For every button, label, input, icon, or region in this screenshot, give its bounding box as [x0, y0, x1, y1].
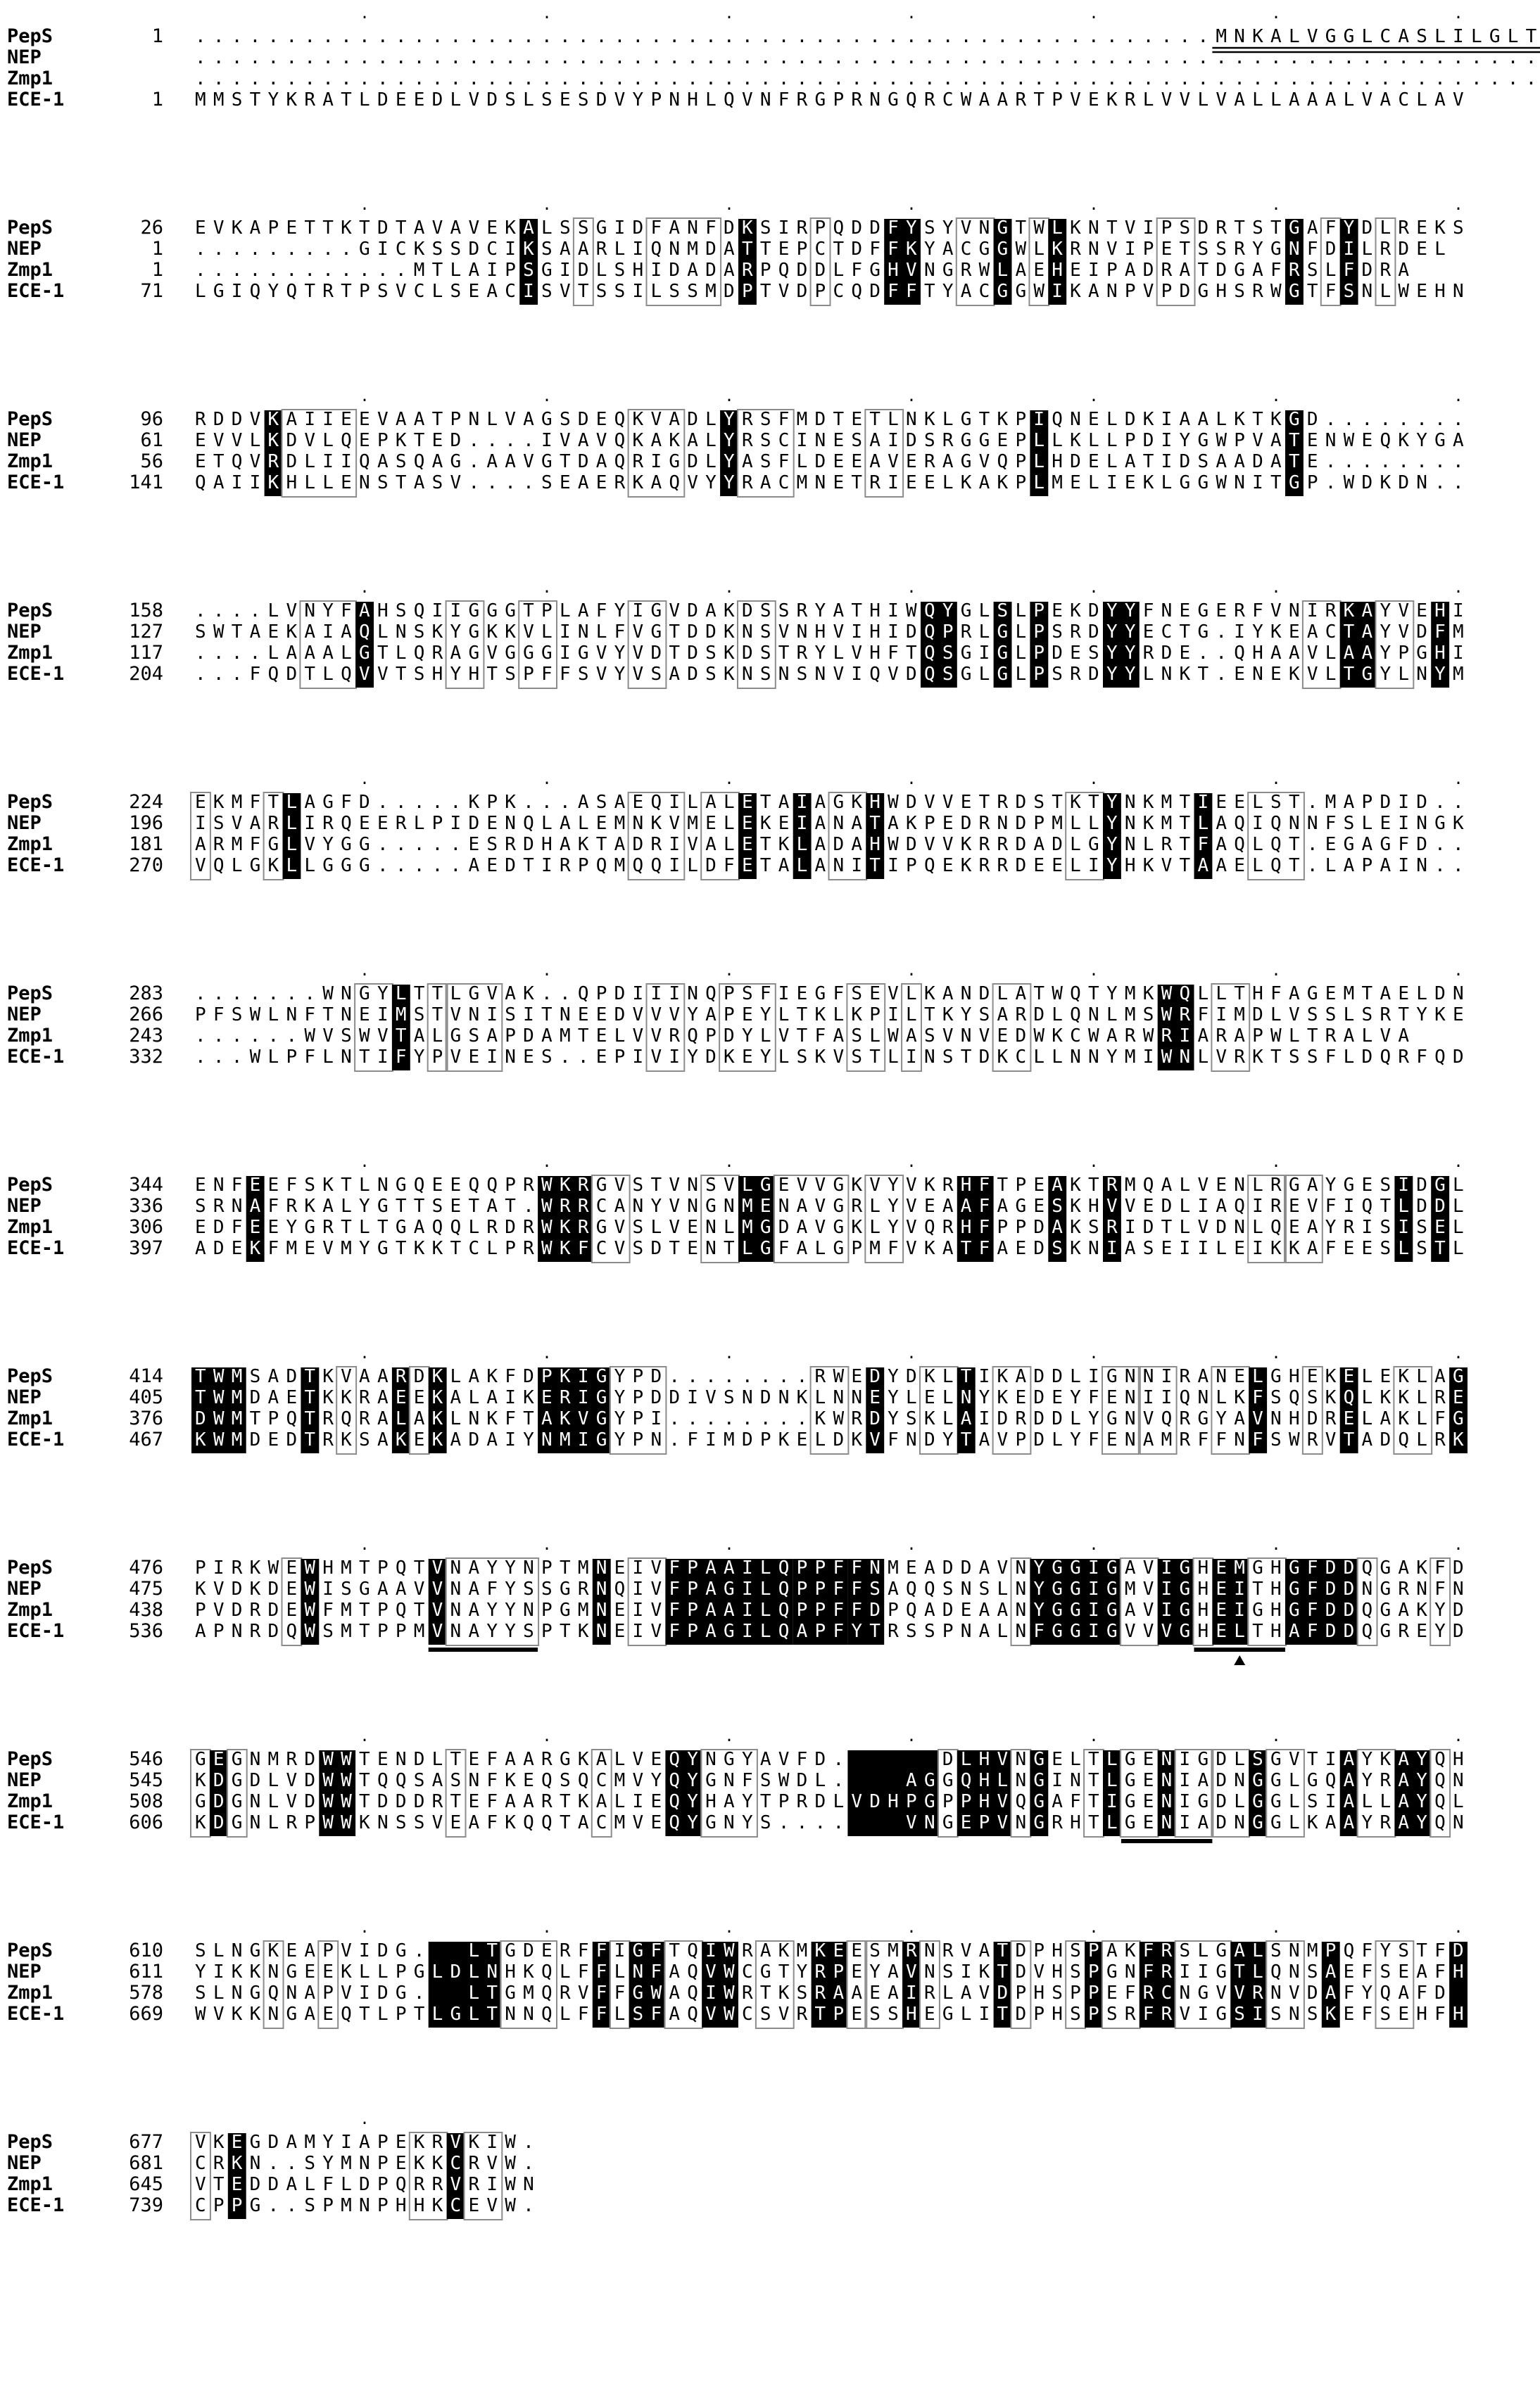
residue-sequence: Y I K K N G E E K L L P G L D L N H K Q L F F L N F A Q V W C G T Y R P E Y A V N S I K T D V H S P G N F R I I G T L Q N S A E F S E A F H: [194, 1961, 1464, 1983]
alignment-block: [7, 1158, 1464, 1263]
residue-sequence: A D E K F M E V M Y G T K K T C L P R W K F C V S D T E N T L G F A L G P M F V K A T F A E D S K N I A S E I I L E I K K A F E E S L S T L: [194, 1238, 1464, 1259]
ruler-tick: ·: [360, 966, 370, 984]
ruler-tick: ·: [1089, 1158, 1099, 1175]
start-position: 467: [129, 1429, 163, 1450]
residue-sequence: . . . . . . . . . . . . . . . . . . . . . . . . . . . . . . . . . . . . . . . . . . . . . . . . . . . . . . . . . . . . . . . . . . . . . . . . . .: [194, 47, 1537, 68]
ruler-tick: ·: [724, 1732, 734, 1750]
residue-sequence: P V D R D E W F M T P Q T V N A Y Y N P G M N E I V F P A A I L Q P P F F D P Q A D E A A N Y G G I G A V I G H E I G H G F D D Q G A K Y D: [194, 1600, 1464, 1621]
ruler-tick: ·: [1089, 1732, 1099, 1750]
start-position: 681: [129, 2152, 163, 2174]
alignment-block: [7, 775, 1464, 880]
ruler-tick: ·: [724, 9, 734, 27]
sequence-label: PepS: [7, 1365, 53, 1387]
alignment-block: [7, 9, 1540, 110]
ruler-tick: ·: [542, 201, 552, 218]
residue-sequence: C R K N . . S Y M N P E K K C R V W .: [194, 2153, 534, 2174]
ruler-tick: ·: [907, 1732, 916, 1750]
ruler-tick: ·: [1271, 1349, 1281, 1367]
sequence-label: NEP: [7, 1961, 42, 1983]
ruler-tick: ·: [724, 583, 734, 601]
sequence-label: Zmp1: [7, 1408, 53, 1429]
sequence-label: ECE-1: [7, 2003, 65, 2025]
residue-sequence: . . . W L P F L N T I F Y P V E I N E S . . E P I V I Y D K E Y L S K V S T L I N S T D K C L L N N Y M I W N L V R K T S S F L D Q R F Q D: [194, 1047, 1464, 1068]
sequence-label: ECE-1: [7, 1620, 65, 1642]
alignment-block: [7, 201, 1464, 305]
residue-sequence: V K E G D A M Y I A P E K R V K I W .: [194, 2132, 534, 2153]
ruler-tick: ·: [1271, 9, 1281, 27]
start-position: 117: [129, 642, 163, 664]
sequence-label: Zmp1: [7, 1790, 53, 1812]
residue-sequence: M M S T Y K R A T L D E E D L V D S L S E S D V Y P N H L Q V N F R G P R N G Q R C W A A R T P V E K R L V V L V A L L A A A L V A C L A V: [194, 89, 1464, 110]
ruler-tick: ·: [360, 1541, 370, 1558]
alignment-blocks: [7, 9, 1540, 2220]
start-position: 476: [129, 1557, 163, 1579]
sequence-label: Zmp1: [7, 68, 53, 89]
start-position: 397: [129, 1237, 163, 1259]
start-position: 224: [129, 791, 163, 813]
ruler-tick: ·: [907, 201, 916, 218]
start-position: 606: [129, 1812, 163, 1833]
ruler-tick: ·: [907, 775, 916, 792]
ruler-tick: ·: [1453, 9, 1463, 27]
ruler-tick: ·: [1453, 1158, 1463, 1175]
start-position: 376: [129, 1408, 163, 1429]
sequence-label: Zmp1: [7, 1025, 53, 1047]
ruler-tick: ·: [542, 966, 552, 984]
residue-sequence: . . . . . . . . . G I C K S S D C I K S A A R L I Q N M D A T T E P C T D F F K Y A C G G W L K R N V I P E T S S R Y G N F D I L R D E L: [194, 239, 1446, 260]
residue-sequence: E K M F T L A G F D . . . . . K P K . . . A S A E Q I L A L E T A I A G K H W D V V E T R D S T K T Y N K M T I E E L S T . M A P D I D . .: [194, 792, 1464, 813]
sequence-label: Zmp1: [7, 450, 53, 472]
sequence-label: ECE-1: [7, 2194, 65, 2216]
start-position: 336: [129, 1195, 163, 1217]
ruler-tick: ·: [542, 9, 552, 27]
ruler-tick: ·: [1271, 392, 1281, 410]
residue-sequence: . . . . L V N Y F A H S Q I I G G G T P L A F Y I G V D A K D S S R Y A T H I W Q Y G L S L P E K D Y Y F N E G E R F V N I R K A Y V E H I: [194, 600, 1464, 621]
start-position: 508: [129, 1790, 163, 1812]
alignment-block: [7, 2115, 534, 2220]
start-position: 414: [129, 1365, 163, 1387]
ruler-tick: ·: [360, 1349, 370, 1367]
residue-sequence: G D G N L V D W W T D D D R T E F A A R T K A L I E Q Y H A Y T P R D L V D H P G P P H V Q G A F T I G E N I G D L G G L S I A L L A Y Q L: [194, 1791, 1464, 1812]
sequence-label: NEP: [7, 1386, 42, 1408]
ruler-tick: ·: [1089, 583, 1099, 601]
ruler-tick: ·: [542, 1158, 552, 1175]
alignment-block: [7, 1541, 1464, 1665]
ruler-tick: ·: [542, 1732, 552, 1750]
residue-sequence: I S V A R L I R Q E E R L P I D E N Q L A L E M N K V M E L E K E I A N A T A K P E D R N D P M L L Y N K M T L A Q I Q N N F S L E I N G K: [194, 813, 1464, 834]
residue-sequence: K D G N L R P W W K N S S V E A F K Q Q T A C M V E Q Y G N Y S . . . . . . . V N G E P V N G R H T L G E N I A D N G G L K A A Y R A Y Q N: [194, 1812, 1464, 1833]
sequence-label: NEP: [7, 46, 42, 68]
alignment-block: [7, 1349, 1468, 1454]
residue-sequence: P I R K W E W H M T P Q T V N A Y Y N P T M N E I V F P A A I L Q P P F F N M E A D D A V N Y G G I G A V I G H E M G H G F D D Q G A K F D: [194, 1557, 1464, 1579]
start-position: 71: [140, 280, 163, 302]
ruler-tick: ·: [724, 1349, 734, 1367]
ruler-tick: ·: [1089, 392, 1099, 410]
ruler-tick: ·: [1453, 1541, 1463, 1558]
start-position: 1: [151, 238, 163, 260]
ruler-tick: ·: [360, 775, 370, 792]
sequence-label: Zmp1: [7, 1982, 53, 2004]
sequence-label: Zmp1: [7, 833, 53, 855]
residue-sequence: S L N G K E A P V I D G . . . L T G D E R F F I G F T Q I W R A K M K E E S M R N R V A T D P H S P A K F R S L G A L S N M P Q F Y S T F D: [194, 1940, 1464, 1961]
start-position: 158: [129, 600, 163, 621]
ruler-tick: ·: [1453, 392, 1463, 410]
residue-sequence: E T Q V R D L I I Q A S Q A G . A A V G T D A Q R I G D L Y A S F L D E E A V E R A G V Q P L H D E L A T I D S A A D A T E . . . . . . . .: [194, 451, 1464, 472]
sequence-label: NEP: [7, 429, 42, 451]
ruler-tick: ·: [1453, 201, 1463, 218]
start-position: 645: [129, 2173, 163, 2195]
ruler-tick: ·: [724, 1541, 734, 1558]
start-position: 677: [129, 2131, 163, 2153]
start-position: 739: [129, 2194, 163, 2216]
sequence-label: ECE-1: [7, 1237, 65, 1259]
sequence-label: PepS: [7, 982, 53, 1004]
sequence-label: PepS: [7, 600, 53, 621]
sequence-label: NEP: [7, 812, 42, 834]
ruler-tick: ·: [542, 1541, 552, 1558]
ruler-tick: ·: [907, 9, 916, 27]
sequence-label: NEP: [7, 2152, 42, 2174]
ruler-tick: ·: [724, 966, 734, 984]
start-position: 578: [129, 1982, 163, 2004]
sequence-label: PepS: [7, 1748, 53, 1770]
ruler-tick: ·: [360, 201, 370, 218]
residue-sequence: E D F E E Y G R T L T G A Q Q L R D R W K R G V S L V E N L M G D A V G K L Y V Q R H F P P D A K S R I D T L V D N L Q E A Y R I S I S E L: [194, 1217, 1464, 1238]
residue-sequence: . . . . . . . . . . . . . . . . . . . . . . . . . . . . . . . . . . . . . . . . . . . . . . . . . . . . . . . . . . . . . . . . . . . . . . . . . .: [194, 68, 1537, 89]
sequence-label: Zmp1: [7, 1216, 53, 1238]
start-position: 204: [129, 663, 163, 685]
residue-sequence: C P P G . . S P M N P H H K C E V W .: [194, 2195, 534, 2216]
sequence-label: NEP: [7, 238, 42, 260]
start-position: 536: [129, 1620, 163, 1642]
ruler-tick: ·: [1089, 9, 1099, 27]
residue-sequence: D W M T P Q T R Q R A L A K L N K F T A K V G Y P I . . . . . . . . K W R D Y S K L A I D R D D L Y G N V Q R G Y A V N H D R E L A K L F G: [194, 1408, 1464, 1429]
residue-sequence: K D G D L V D W W T Q Q S A S N F K E Q S Q C M V Y Q Y G N F S W D L . . . . A G G Q H L N G I N T L G E N I A D N G G L G Q A Y R A Y Q N: [194, 1770, 1464, 1791]
ruler-tick: ·: [1089, 201, 1099, 218]
sequence-label: NEP: [7, 1195, 42, 1217]
sequence-label: PepS: [7, 408, 53, 430]
start-position: 611: [129, 1961, 163, 1983]
residue-sequence: S W T A E K A I A Q L N S K Y G K K V L I N L F V G T D D K N S V N H V I H I D Q P R L G L P S R D Y Y E C T G . I Y K E A C T A Y V D F M: [194, 621, 1464, 643]
alignment-block: [7, 1732, 1464, 1841]
residue-sequence: R D D V K A I I E E V A A T P N L V A G S D E Q K V A D L Y R S F M D T E T L N K L G T K P I Q N E L D K I A A L K T K G D . . . . . . . .: [194, 409, 1464, 430]
sequence-label: PepS: [7, 1940, 53, 1961]
start-position: 26: [140, 217, 163, 239]
ruler-tick: ·: [360, 9, 370, 27]
sequence-label: NEP: [7, 1004, 42, 1025]
start-position: 344: [129, 1174, 163, 1196]
ruler-tick: ·: [360, 2115, 370, 2132]
sequence-label: Zmp1: [7, 259, 53, 281]
residue-sequence: P F S W L N F T N E I M S T V N I S I T N E E D V V V Y A P E Y L T K L K P I L T K Y S A R D L Q N L M S W R F I M D L V S S L S R T Y K E: [194, 1004, 1464, 1025]
start-position: 546: [129, 1748, 163, 1770]
start-position: 475: [129, 1578, 163, 1600]
ruler-tick: ·: [1271, 1732, 1281, 1750]
ruler-tick: ·: [542, 1923, 552, 1941]
ruler-tick: ·: [360, 1732, 370, 1750]
ruler-tick: ·: [1089, 1923, 1099, 1941]
start-position: 196: [129, 812, 163, 834]
sequence-label: NEP: [7, 1769, 42, 1791]
sequence-label: PepS: [7, 791, 53, 813]
residue-sequence: E V V L K D V L Q E P K T E D . . . . I V A V Q K A K A L Y R S C I N E S A I D S R G G E P L L K L L P D I Y G W P V A T E N W E Q K Y G A: [194, 430, 1464, 451]
ruler-tick: ·: [1453, 1923, 1463, 1941]
sequence-label: PepS: [7, 1174, 53, 1196]
start-position: 96: [140, 408, 163, 430]
residue-sequence: . . . . . . . . . . . . M T L A I P S G I D L S H I D A D A R P Q D D L F G H V N G R W L A E H E I P A D R A T D G A F R S L F D R A: [194, 260, 1410, 281]
ruler-tick: ·: [1089, 1541, 1099, 1558]
sequence-label: PepS: [7, 25, 53, 47]
ruler-tick: ·: [1271, 966, 1281, 984]
ruler-tick: ·: [724, 1923, 734, 1941]
residue-sequence: G E G N M R D W W T E N D L T E F A A R G K A L V E Q Y N G Y A V F D . . . . . . D L H V N G E L T L G E N I G D L S G V T I A Y K A Y Q H: [194, 1749, 1464, 1770]
start-position: 1: [151, 259, 163, 281]
start-position: 243: [129, 1025, 163, 1047]
sequence-label: Zmp1: [7, 642, 53, 664]
start-position: 127: [129, 621, 163, 643]
ruler-tick: ·: [542, 583, 552, 601]
residue-sequence: L G I Q Y Q T R T P S V C L S E A C I S V T S S I L S S M D P T V D P C Q D F F T Y A C G G W I K A N P V P D G H S R W G T F S N L W E H N: [194, 281, 1464, 302]
residue-sequence: A P N R D Q W S M T P P M V N A Y Y S P T K N E I V F P A G I L Q A P F Y T R S S P N A L N F G G I G V V V G H E L T H A F D D Q G R E Y D: [194, 1621, 1464, 1642]
residue-sequence: A R M F G L V Y G G . . . . . E S R D H A K T A D R I V A L E T K L A D A H W D V V K R R D A D L G Y N L R T F A Q L Q T . E G A G F D . .: [194, 834, 1464, 855]
sequence-label: Zmp1: [7, 1599, 53, 1621]
sequence-label: ECE-1: [7, 1429, 65, 1450]
ruler-tick: ·: [542, 1349, 552, 1367]
ruler-tick: ·: [360, 1923, 370, 1941]
ruler-tick: ·: [1089, 775, 1099, 792]
sequence-label: ECE-1: [7, 280, 65, 302]
ruler-tick: ·: [1453, 1349, 1463, 1367]
ruler-tick: ·: [360, 392, 370, 410]
residue-sequence: T W M D A E T K K R A E E K A L A I K E R I G Y P D D I V S N D N K L N N E Y L E L N Y K E D E Y F E N I I Q N L K F S Q S K Q L K K L R E: [194, 1387, 1464, 1408]
start-position: 56: [140, 450, 163, 472]
ruler-tick: ·: [360, 1158, 370, 1175]
residue-sequence: Q A I I K H L L E N S T A S V . . . . S E A E R K A Q V Y Y R A C M N E T R I E E L K A K P L M E L I E K L G G W N I T G P . W D K D N . .: [194, 472, 1464, 493]
alignment-block: [7, 1923, 1468, 2028]
ruler-tick: ·: [1271, 1923, 1281, 1941]
sequence-label: PepS: [7, 217, 53, 239]
start-position: 545: [129, 1769, 163, 1791]
start-position: 270: [129, 854, 163, 876]
residue-sequence: . . . F Q D T L Q V V T S H Y H T S P F F S V Y V S A D S K N S N S N V I Q V D Q S G L G L P S R D Y Y L N K T . E N E K V L T G Y L N Y M: [194, 664, 1464, 685]
sequence-label: ECE-1: [7, 1812, 65, 1833]
ruler-tick: ·: [1271, 201, 1281, 218]
residue-sequence: T W M S A D T K V A A R D K L A K F D P K I G Y P D . . . . . . . . R W E D Y D K L T I K A D D L I G N N I R A N E L G H E K E L E K L A G: [194, 1366, 1464, 1387]
start-position: 141: [129, 472, 163, 493]
start-position: 1: [151, 25, 163, 47]
start-position: 1: [151, 89, 163, 110]
residue-sequence: V Q L G K L L G G G . . . . . A E D T I R P Q M Q Q I L D F E T A L A N I T I P Q E K R R D E E L I Y H K V T A A E L Q T . L A P A I N . .: [194, 855, 1464, 876]
start-position: 438: [129, 1599, 163, 1621]
residue-sequence: . . . . L A A A L G T L Q R A G V G G G I G V Y V D T D S K D S T R Y L V H F T Q S G I G L P D E S Y Y R D E . . Q H A A V L A A Y P G H I: [194, 643, 1464, 664]
residue-sequence: K V D K D E W I S G A A V V N A F Y S S G R N Q I V F P A G I L Q P P F F S A Q Q S N S L N Y G G I G M V I G H E I T H G F D D N G R N F N: [194, 1579, 1464, 1600]
start-position: 405: [129, 1386, 163, 1408]
residue-sequence: K W M D E D T R K S A K E K A D A I Y N M I G Y P N . F I M D P K E L D K V F N D Y T A V P D L Y F E N A M R F F N F S W R V T A D Q L R K: [194, 1429, 1464, 1450]
sequence-label: ECE-1: [7, 1046, 65, 1068]
ruler-tick: ·: [907, 1349, 916, 1367]
ruler-tick: ·: [907, 966, 916, 984]
sequence-label: PepS: [7, 1557, 53, 1579]
arrowhead-marker: [1234, 1655, 1245, 1665]
ruler-tick: ·: [907, 1158, 916, 1175]
ruler-tick: ·: [907, 392, 916, 410]
sequence-label: ECE-1: [7, 854, 65, 876]
start-position: 283: [129, 982, 163, 1004]
sequence-label: ECE-1: [7, 663, 65, 685]
ruler-tick: ·: [1453, 1732, 1463, 1750]
ruler-tick: ·: [724, 392, 734, 410]
ruler-tick: ·: [907, 583, 916, 601]
residue-sequence: . . . . . . W V S W V T A L G S A P D A M T E L V V R Q P D Y L V T F A S L W A S V N V E D W K C W A R W R I A R A P W L T R A L V A: [194, 1025, 1410, 1047]
ruler-tick: ·: [542, 775, 552, 792]
residue-sequence: V T E D D A L F L D P Q R R V R I W N: [194, 2174, 534, 2195]
residue-sequence: S R N A F R K A L Y G T T S E T A T . W R R C A N Y V N G N M E N A V G R L Y V E A A F A G E S K H V V E D L I A Q I R E V F I Q T L D D L: [194, 1196, 1464, 1217]
ruler-tick: ·: [1453, 583, 1463, 601]
alignment-block: [7, 966, 1464, 1071]
residue-sequence: W V K K N G A E Q T L P T L G L T N N Q L F F L S F A Q V W C S V R T P E S S H E G L I T D P H S P S R F R V I G S I S N S K E F S E H F H: [194, 2004, 1464, 2025]
residue-sequence: S L N G Q N A P V I D G . . . L T G M Q R V F F G W A Q I W R T K S R A A E A I R L A V D P H S P P E F R C N G V V R N V D A F Y Q A F D: [194, 1983, 1446, 2004]
ruler-tick: ·: [724, 775, 734, 792]
ruler-tick: ·: [1453, 775, 1463, 792]
sequence-label: NEP: [7, 1578, 42, 1600]
ruler-tick: ·: [724, 201, 734, 218]
residue-sequence: E N F E E F S K T L N G Q E E Q Q P R W K R G V S T V N S V L G E V V G K V Y V K R H F T P E A K T R M Q A L V E N L R G A Y G E S I D G L: [194, 1175, 1464, 1196]
ruler-tick: ·: [1271, 583, 1281, 601]
ruler-tick: ·: [1089, 966, 1099, 984]
alignment-block: [7, 392, 1464, 497]
ruler-tick: ·: [907, 1541, 916, 1558]
ruler-tick: ·: [724, 1158, 734, 1175]
ruler-tick: ·: [1271, 775, 1281, 792]
start-position: 332: [129, 1046, 163, 1068]
sequence-label: ECE-1: [7, 89, 65, 110]
ruler-tick: ·: [1271, 1158, 1281, 1175]
start-position: 306: [129, 1216, 163, 1238]
start-position: 61: [140, 429, 163, 451]
sequence-label: PepS: [7, 2131, 53, 2153]
sequence-label: Zmp1: [7, 2173, 53, 2195]
start-position: 266: [129, 1004, 163, 1025]
residue-sequence: E V K A P E T T K T D T A V A V E K A L S S G I D F A N F D K S I R P Q D D F Y S Y V N G T W L K N T V I P S D R T S T G A F Y D L R E K S: [194, 217, 1464, 239]
start-position: 610: [129, 1940, 163, 1961]
alignment-block: [7, 583, 1464, 688]
ruler-tick: ·: [1271, 1541, 1281, 1558]
ruler-tick: ·: [1453, 966, 1463, 984]
residue-sequence: . . . . . . . W N G Y L T T L G V A K . . Q P D I I I N Q P S F I E G F S E V L K A N D L A T W Q T Y M K W Q L L T H F A G E M T A E L D N: [194, 983, 1464, 1004]
start-position: 669: [129, 2003, 163, 2025]
start-position: 181: [129, 833, 163, 855]
sequence-label: ECE-1: [7, 472, 65, 493]
ruler-tick: ·: [360, 583, 370, 601]
ruler-tick: ·: [542, 392, 552, 410]
sequence-label: NEP: [7, 621, 42, 643]
residue-sequence: . . . . . . . . . . . . . . . . . . . . . . . . . . . . . . . . . . . . . . . . . . . . . . . . . . . . . . . . M N K A L V G G L C A S L I L G L T: [194, 26, 1537, 47]
ruler-tick: ·: [1089, 1349, 1099, 1367]
ruler-tick: ·: [907, 1923, 916, 1941]
